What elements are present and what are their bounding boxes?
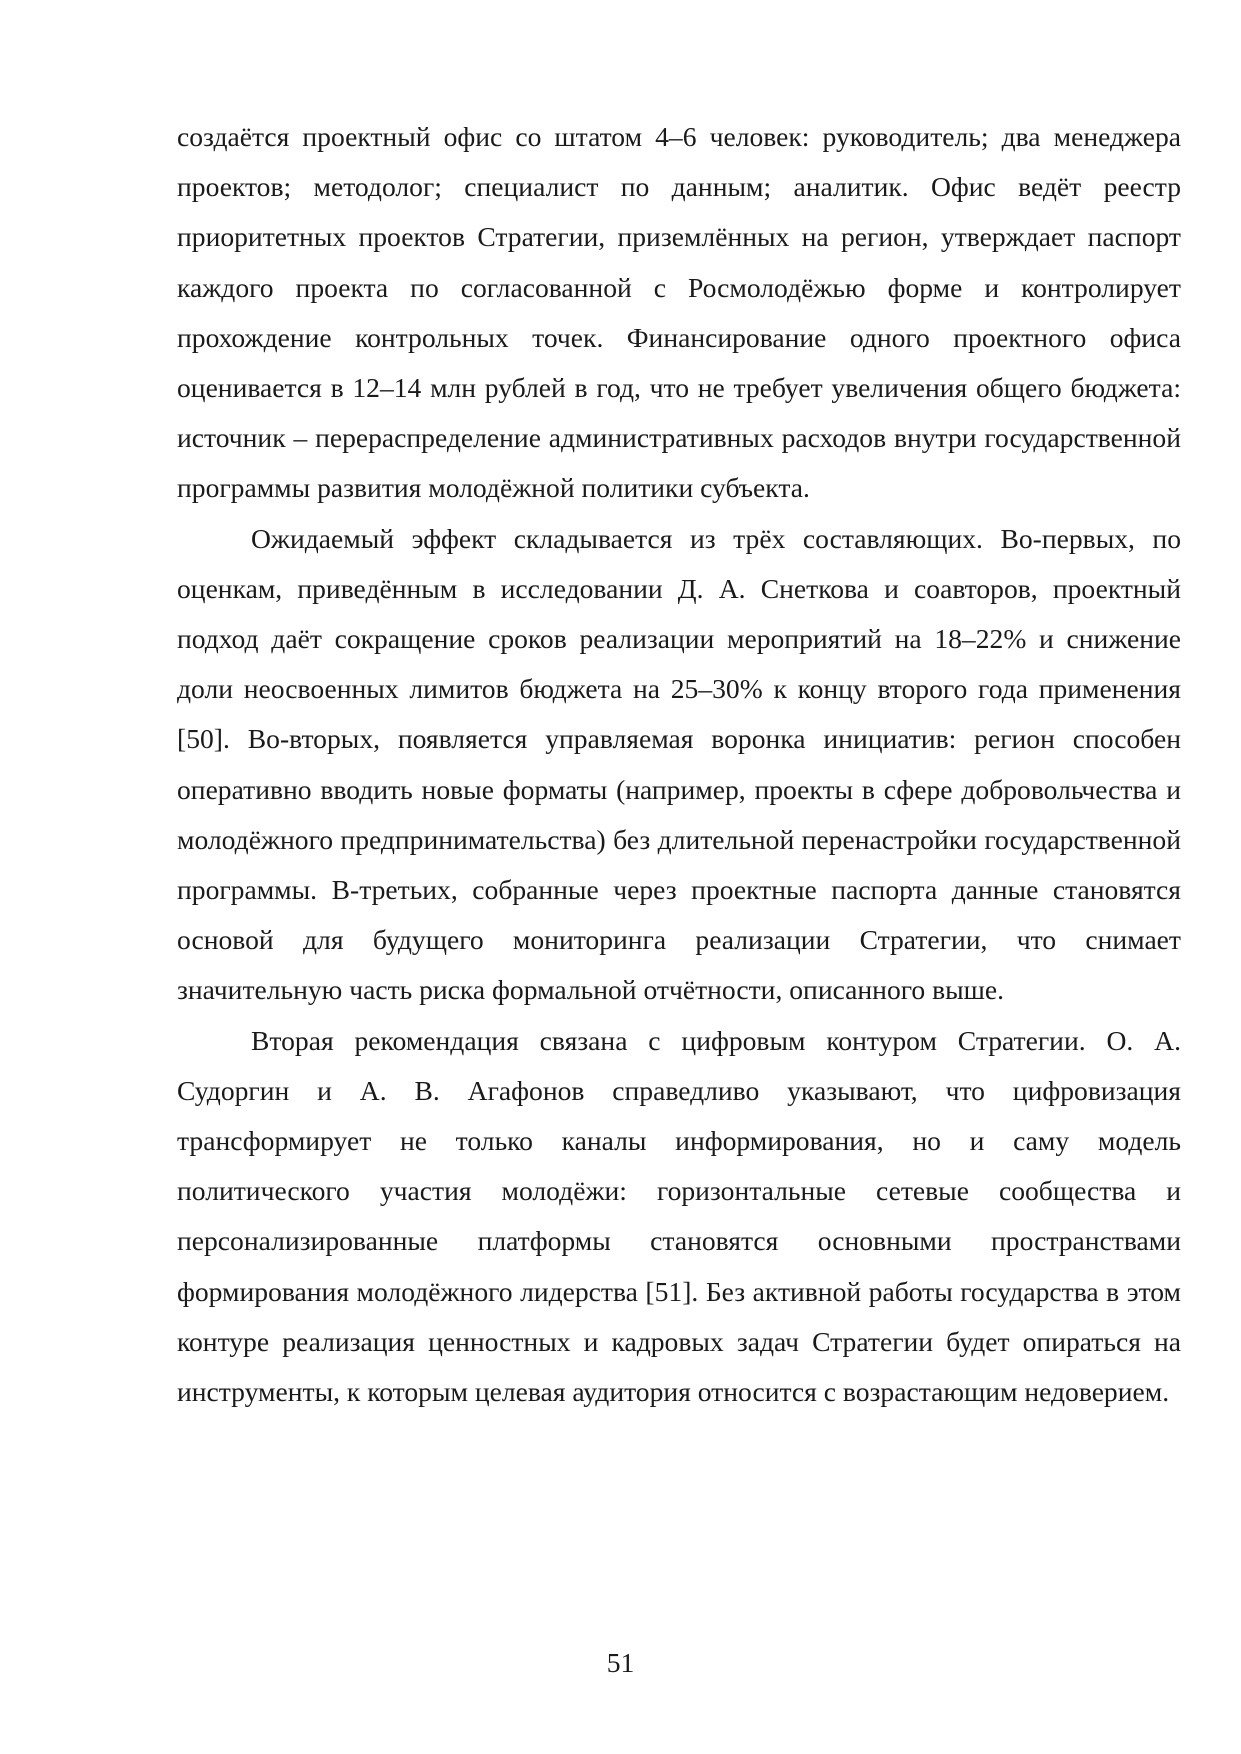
paragraph-continuation: создаётся проектный офис со штатом 4–6 человек: руководитель; два менеджера проектов; методолог; специалист по данным; аналитик. Офис ведёт реестр приоритетных проектов Стратегии, приземлённых на регион, утверждает паспорт каждого проекта по согласованной с Росмолодёжью форме и контролирует прохождение контрольных точек. Финансирование одного проектного офиса оценивается в 12–14 млн рублей в год, что не требует увеличения общего бюджета: источник – перераспределение административных расходов внутри государственной программы развития молодёжной политики субъекта.	[177, 121, 1181, 504]
body-text	[177, 112, 1181, 1417]
page-number: 51	[606, 1647, 635, 1678]
paragraph-second-recommendation: Вторая рекомендация связана с цифровым контуром Стратегии. О. А. Судоргин и А. В. Агафонов справедливо указывают, что цифровизация трансформирует не только каналы информирования, но и саму модель политического участия молодёжи: горизонтальные сетевые сообщества и персонализированные платформы становятся основными пространствами формирования молодёжного лидерства [51]. Без активной работы государства в этом контуре реализация ценностных и кадровых задач Стратегии будет опираться на инструменты, к которым целевая аудитория относится с возрастающим недоверием.	[177, 1024, 1181, 1408]
paragraph-expected-effect: Ожидаемый эффект складывается из трёх составляющих. Во-первых, по оценкам, приведённым в исследовании Д. А. Снеткова и соавторов, проектный подход даёт сокращение сроков реализации мероприятий на 18–22% и снижение доли неосвоенных лимитов бюджета на 25–30% к концу второго года применения [50]. Во-вторых, появляется управляемая воронка инициатив: регион способен оперативно вводить новые форматы (например, проекты в сфере добровольчества и молодёжного предпринимательства) без длительной перенастройки государственной программы. В-третьих, собранные через проектные паспорта данные становятся основой для будущего мониторинга реализации Стратегии, что снимает значительную часть риска формальной отчётности, описанного выше.	[177, 522, 1181, 1006]
